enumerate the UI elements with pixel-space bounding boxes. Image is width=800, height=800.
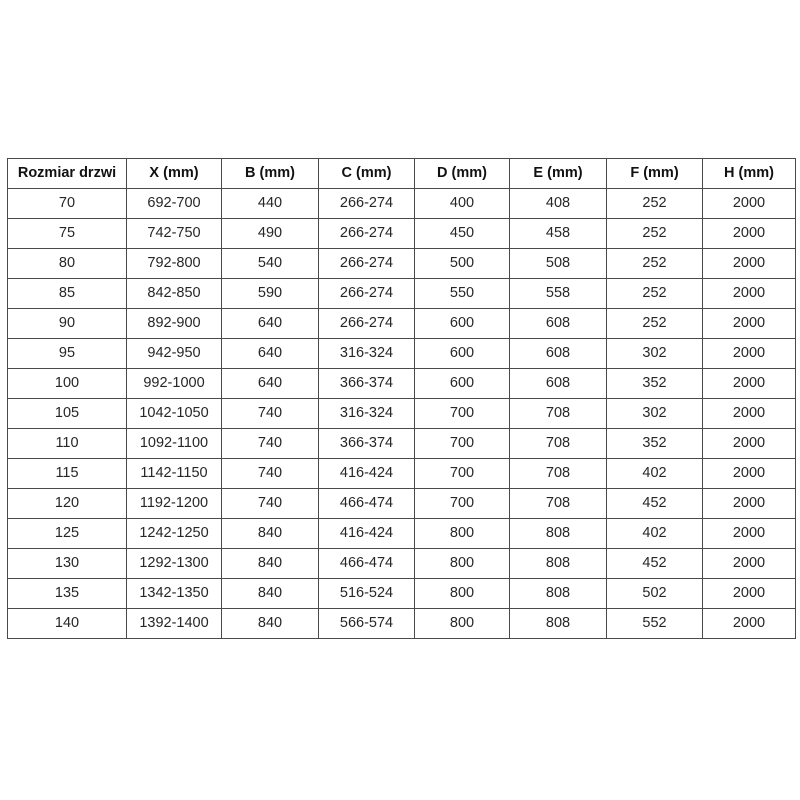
table-cell: 808 — [510, 549, 607, 579]
table-cell: 502 — [607, 579, 703, 609]
table-cell: 608 — [510, 339, 607, 369]
table-cell: 840 — [222, 519, 319, 549]
table-cell: 740 — [222, 429, 319, 459]
column-header: F (mm) — [607, 159, 703, 189]
table-cell: 266-274 — [319, 189, 415, 219]
table-row — [8, 399, 796, 429]
table-cell: 252 — [607, 219, 703, 249]
table-cell: 892-900 — [127, 309, 222, 339]
table-cell: 692-700 — [127, 189, 222, 219]
table-cell: 2000 — [703, 459, 796, 489]
table-cell: 2000 — [703, 249, 796, 279]
table-cell: 500 — [415, 249, 510, 279]
table-cell: 700 — [415, 459, 510, 489]
table-cell: 120 — [8, 489, 127, 519]
table-cell: 408 — [510, 189, 607, 219]
table-cell: 808 — [510, 579, 607, 609]
table-row — [8, 219, 796, 249]
table-cell: 640 — [222, 339, 319, 369]
table-body — [8, 189, 796, 639]
table-cell: 2000 — [703, 279, 796, 309]
table-cell: 440 — [222, 189, 319, 219]
table-cell: 135 — [8, 579, 127, 609]
table-header-row — [8, 159, 796, 189]
table-cell: 400 — [415, 189, 510, 219]
table-cell: 450 — [415, 219, 510, 249]
table-cell: 540 — [222, 249, 319, 279]
table-cell: 2000 — [703, 609, 796, 639]
table-cell: 742-750 — [127, 219, 222, 249]
table-cell: 266-274 — [319, 309, 415, 339]
table-cell: 792-800 — [127, 249, 222, 279]
table-cell: 266-274 — [319, 249, 415, 279]
table-cell: 800 — [415, 579, 510, 609]
table-cell: 266-274 — [319, 279, 415, 309]
table-cell: 2000 — [703, 189, 796, 219]
table-cell: 2000 — [703, 519, 796, 549]
table-cell: 316-324 — [319, 339, 415, 369]
table-cell: 1342-1350 — [127, 579, 222, 609]
table-row — [8, 369, 796, 399]
table-cell: 125 — [8, 519, 127, 549]
table-cell: 85 — [8, 279, 127, 309]
table-cell: 1042-1050 — [127, 399, 222, 429]
table-cell: 808 — [510, 609, 607, 639]
table-cell: 708 — [510, 489, 607, 519]
table-cell: 700 — [415, 399, 510, 429]
table-cell: 516-524 — [319, 579, 415, 609]
table-cell: 366-374 — [319, 369, 415, 399]
door-size-table — [7, 158, 796, 639]
table-row — [8, 249, 796, 279]
table-cell: 708 — [510, 399, 607, 429]
column-header: B (mm) — [222, 159, 319, 189]
table-cell: 452 — [607, 549, 703, 579]
table-cell: 1392-1400 — [127, 609, 222, 639]
table-row — [8, 459, 796, 489]
table-cell: 252 — [607, 309, 703, 339]
table-cell: 110 — [8, 429, 127, 459]
table-cell: 95 — [8, 339, 127, 369]
table-cell: 600 — [415, 369, 510, 399]
table-cell: 808 — [510, 519, 607, 549]
table-cell: 608 — [510, 309, 607, 339]
table-cell: 2000 — [703, 339, 796, 369]
table-cell: 590 — [222, 279, 319, 309]
column-header: Rozmiar drzwi — [8, 159, 127, 189]
table-head — [8, 159, 796, 189]
table-cell: 740 — [222, 399, 319, 429]
table-cell: 70 — [8, 189, 127, 219]
table-cell: 416-424 — [319, 459, 415, 489]
table-cell: 842-850 — [127, 279, 222, 309]
table-cell: 800 — [415, 549, 510, 579]
table-cell: 2000 — [703, 219, 796, 249]
table-row — [8, 309, 796, 339]
table-cell: 75 — [8, 219, 127, 249]
table-cell: 466-474 — [319, 489, 415, 519]
table-cell: 558 — [510, 279, 607, 309]
table-cell: 640 — [222, 369, 319, 399]
table-cell: 740 — [222, 489, 319, 519]
table-cell: 2000 — [703, 579, 796, 609]
table-cell: 942-950 — [127, 339, 222, 369]
table-cell: 640 — [222, 309, 319, 339]
column-header: H (mm) — [703, 159, 796, 189]
table-cell: 130 — [8, 549, 127, 579]
table-cell: 1242-1250 — [127, 519, 222, 549]
column-header: X (mm) — [127, 159, 222, 189]
table-row — [8, 339, 796, 369]
table-cell: 800 — [415, 609, 510, 639]
table-row — [8, 489, 796, 519]
table-cell: 708 — [510, 429, 607, 459]
table-cell: 90 — [8, 309, 127, 339]
table-cell: 366-374 — [319, 429, 415, 459]
table-row — [8, 579, 796, 609]
table-cell: 566-574 — [319, 609, 415, 639]
table-cell: 800 — [415, 519, 510, 549]
table-cell: 466-474 — [319, 549, 415, 579]
table-cell: 2000 — [703, 549, 796, 579]
table-cell: 416-424 — [319, 519, 415, 549]
table-row — [8, 189, 796, 219]
table-cell: 992-1000 — [127, 369, 222, 399]
table-cell: 402 — [607, 459, 703, 489]
column-header: E (mm) — [510, 159, 607, 189]
table-cell: 140 — [8, 609, 127, 639]
table-row — [8, 549, 796, 579]
table-cell: 1192-1200 — [127, 489, 222, 519]
table-cell: 2000 — [703, 489, 796, 519]
table-cell: 1092-1100 — [127, 429, 222, 459]
table-cell: 352 — [607, 429, 703, 459]
table-cell: 600 — [415, 339, 510, 369]
table-cell: 302 — [607, 399, 703, 429]
table-cell: 600 — [415, 309, 510, 339]
table-cell: 352 — [607, 369, 703, 399]
table-row — [8, 609, 796, 639]
table-cell: 452 — [607, 489, 703, 519]
table-cell: 840 — [222, 549, 319, 579]
table-cell: 252 — [607, 249, 703, 279]
table-cell: 508 — [510, 249, 607, 279]
table-row — [8, 279, 796, 309]
table-cell: 266-274 — [319, 219, 415, 249]
table-cell: 490 — [222, 219, 319, 249]
table-cell: 1142-1150 — [127, 459, 222, 489]
table-row — [8, 519, 796, 549]
table-cell: 402 — [607, 519, 703, 549]
table-cell: 2000 — [703, 369, 796, 399]
table-cell: 700 — [415, 429, 510, 459]
table-row — [8, 429, 796, 459]
table-cell: 100 — [8, 369, 127, 399]
table-cell: 316-324 — [319, 399, 415, 429]
table-cell: 2000 — [703, 399, 796, 429]
column-header: C (mm) — [319, 159, 415, 189]
table-cell: 252 — [607, 189, 703, 219]
table-cell: 1292-1300 — [127, 549, 222, 579]
table-cell: 552 — [607, 609, 703, 639]
table-cell: 550 — [415, 279, 510, 309]
table-cell: 2000 — [703, 429, 796, 459]
table-cell: 740 — [222, 459, 319, 489]
table-cell: 458 — [510, 219, 607, 249]
table-cell: 2000 — [703, 309, 796, 339]
table-cell: 708 — [510, 459, 607, 489]
table-cell: 115 — [8, 459, 127, 489]
table-cell: 608 — [510, 369, 607, 399]
table-cell: 840 — [222, 609, 319, 639]
table-cell: 105 — [8, 399, 127, 429]
table-cell: 840 — [222, 579, 319, 609]
table-cell: 252 — [607, 279, 703, 309]
column-header: D (mm) — [415, 159, 510, 189]
table-cell: 80 — [8, 249, 127, 279]
table-cell: 302 — [607, 339, 703, 369]
table-cell: 700 — [415, 489, 510, 519]
